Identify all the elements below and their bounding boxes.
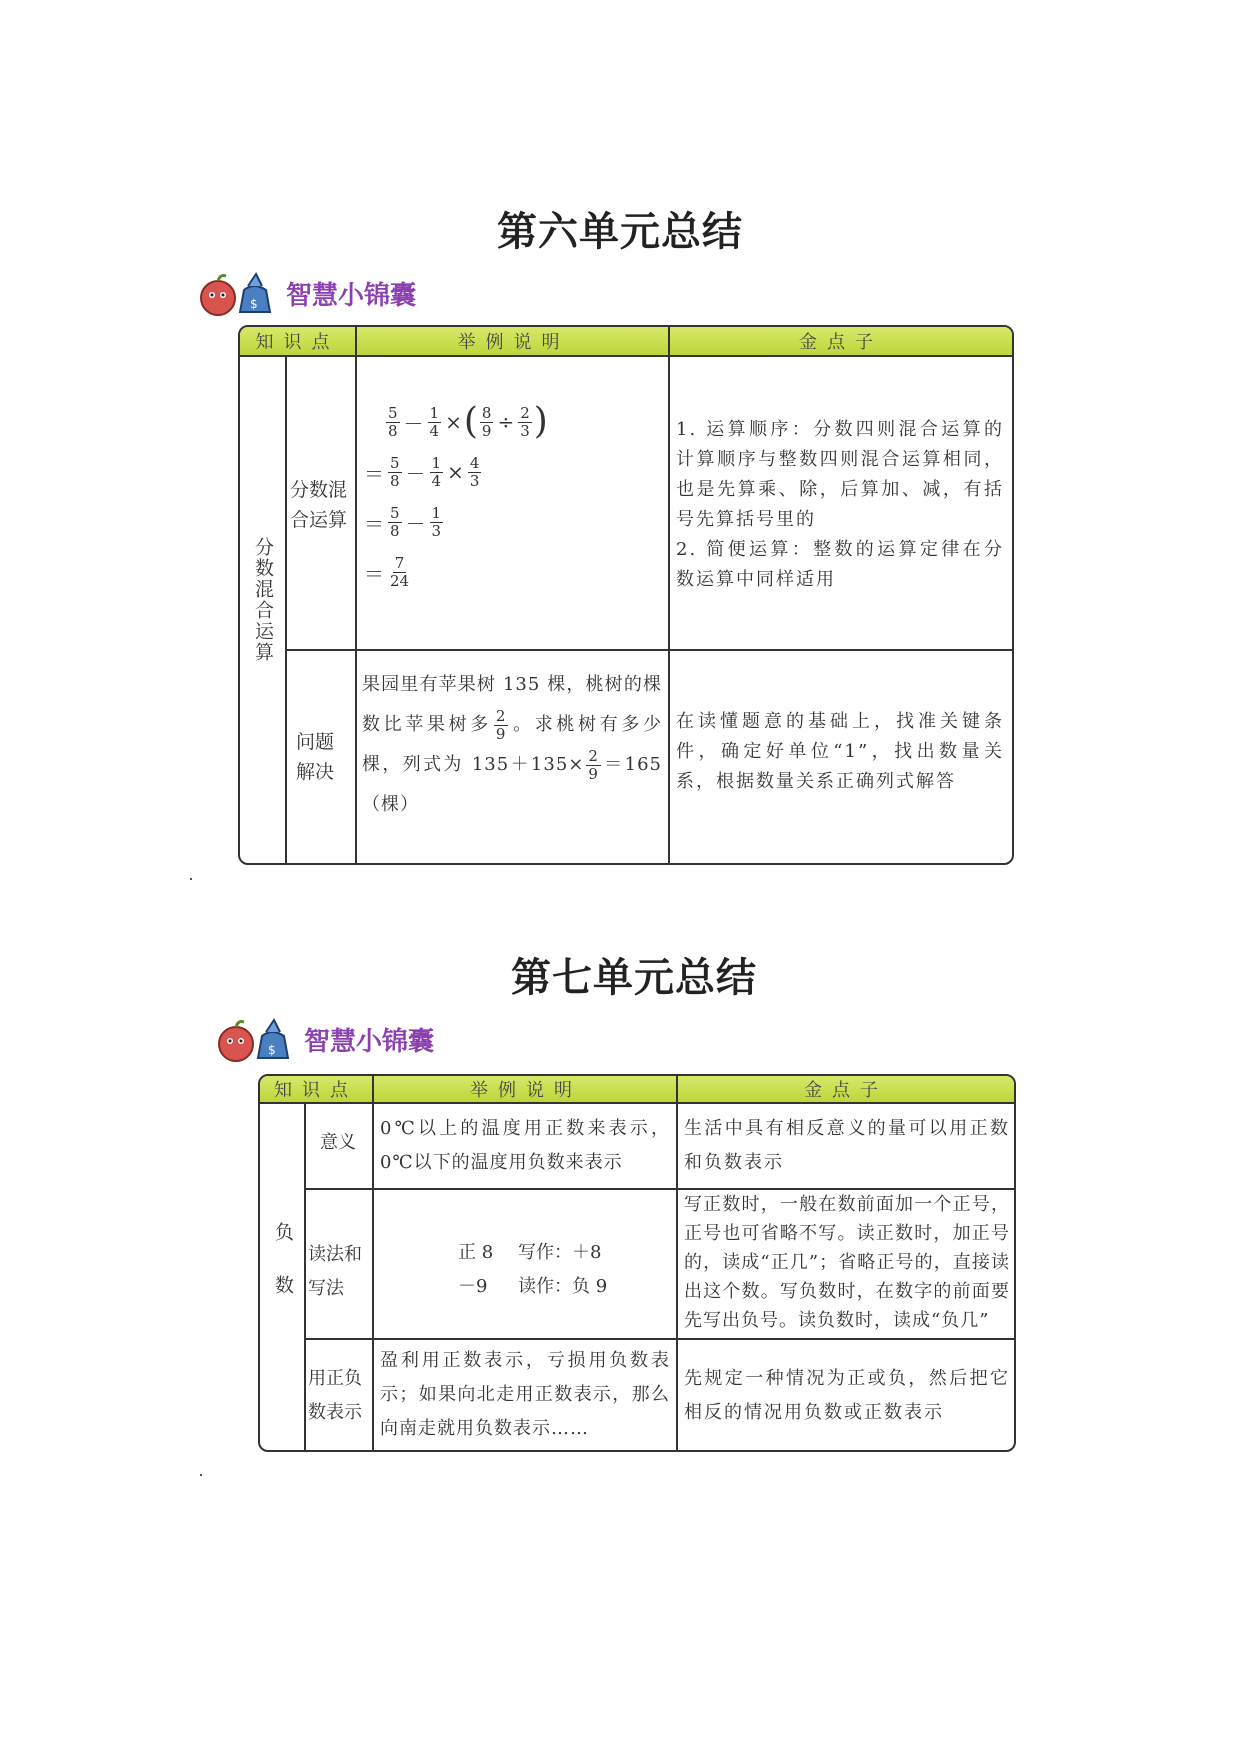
unit7-table xyxy=(258,1074,1016,1452)
unit7-row1-example: 0℃以上的温度用正数来表示，0℃以下的温度用负数来表示 xyxy=(380,1118,670,1173)
unit6-row2-tip: 在读懂题意的基础上，找准关键条件，确定好单位“1”，找出数量关系，根据数量关系正确列式解答 xyxy=(676,711,1004,792)
unit6-category: 分数混合运算 xyxy=(252,537,274,663)
unit6-table xyxy=(238,325,1014,865)
unit7-header-knowledge: 知识点 xyxy=(274,1080,358,1101)
unit7-category: 负数 xyxy=(272,1222,294,1328)
unit7-row3-topic: 用正负数表示 xyxy=(308,1368,362,1423)
unit6-header-row xyxy=(240,327,1012,357)
unit6-row1-example: $\frac{5}{8}$ － $\frac{1}{4}$ × ( $\frac{8}{9}$ ÷ $\frac{2}{3}$ ) ＝ $\frac{5}{8}$ － $\frac{1}{4}$ × $\frac{4}{3}$ ＝ $\frac{5}{8}$ － $\frac{1}{3}$ ＝ $\frac{7}{24}$ xyxy=(364,401,548,590)
unit6-row1-tip: 1. 运算顺序：分数四则混合运算的计算顺序与整数四则混合运算相同，也是先算乘、除，后算加、减，有括号先算括号里的 2. 简便运算：整数的运算定律在分数运算中同样适用 xyxy=(676,419,1004,590)
unit7-row1-topic: 意义 xyxy=(320,1132,356,1153)
mascot-icon-2 xyxy=(214,1014,298,1064)
unit6-header-tip: 金点子 xyxy=(668,327,1012,355)
unit7-title: 第七单元总结 xyxy=(511,955,757,1001)
svg-text:$: $ xyxy=(268,1043,276,1057)
unit6-row1-topic: 分数混合运算 xyxy=(290,479,348,531)
unit6-banner xyxy=(196,268,416,318)
unit7-row2-topic: 读法和写法 xyxy=(308,1244,362,1299)
unit7-row2-tip: 写正数时，一般在数前面加一个正号，正号也可省略不写。读正数时，加正号的，读成“正几”；省略正号的，直接读出这个数。写负数时，在数字的前面要先写出负号。读负数时，读成“负几” xyxy=(684,1194,1010,1331)
unit6-header-example: 举例说明 xyxy=(355,327,670,355)
unit7-banner xyxy=(214,1014,434,1064)
unit6-row2-topic: 问题解决 xyxy=(296,731,335,783)
unit6-title: 第六单元总结 xyxy=(497,209,743,255)
unit6-banner-text: 智慧小锦囊 xyxy=(286,280,417,311)
unit6-header-knowledge: 知识点 xyxy=(255,332,340,353)
unit6-row2-example: 果园里有苹果树 135 棵，桃树的棵数比苹果树多 $\frac{2}{9}$ 。求桃树有多少棵，列式为 135＋135× $\frac{2}{9}$ ＝165（棵） xyxy=(362,674,663,815)
unit7-row3-tip: 先规定一种情况为正或负，然后把它相反的情况用负数或正数表示 xyxy=(684,1368,1010,1423)
unit7-header-row xyxy=(260,1076,1014,1104)
unit7-banner-text: 智慧小锦囊 xyxy=(304,1026,435,1057)
svg-text:$: $ xyxy=(250,297,258,311)
unit7-header-example: 举例说明 xyxy=(372,1076,678,1102)
unit7-row3-example: 盈利用正数表示，亏损用负数表示；如果向北走用正数表示，那么向南走就用负数表示…… xyxy=(380,1350,670,1439)
mascot-icon xyxy=(196,268,280,318)
unit7-row2-example: 正 8 写作：＋8 －9 读作：负 9 xyxy=(458,1242,608,1297)
unit7-row1-tip: 生活中具有相反意义的量可以用正数和负数表示 xyxy=(684,1118,1010,1173)
unit7-header-tip: 金点子 xyxy=(676,1076,1014,1102)
